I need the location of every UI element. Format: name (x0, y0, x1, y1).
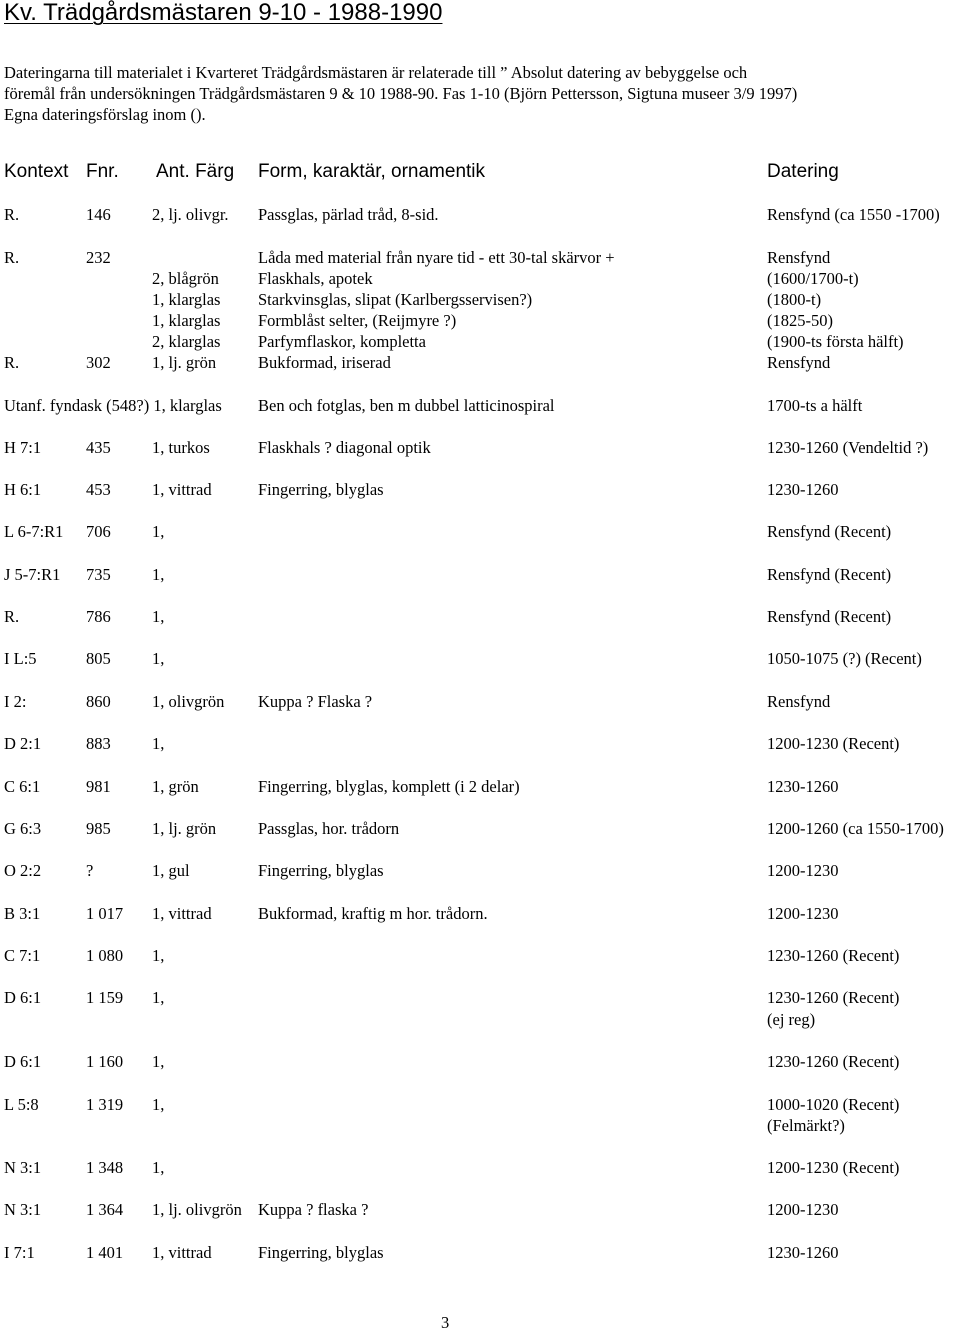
header-fnr: Fnr. (86, 161, 119, 182)
intro-line: föremål från undersökningen Trädgårdsmästaren 9 & 10 1988-90. Fas 1-10 (Björn Pettersson, Sigtuna museer 3/9 1997) (4, 84, 798, 103)
cell-datering: 1200-1260 (ca 1550-1700) (767, 819, 944, 838)
table-row (0, 352, 960, 373)
cell-kontext: J 5-7:R1 (4, 565, 61, 584)
table-row (0, 1115, 960, 1136)
intro-paragraph (4, 62, 954, 125)
table-row (0, 1009, 960, 1030)
cell-ant-farg: 1, (152, 522, 165, 541)
cell-kontext: C 6:1 (4, 777, 41, 796)
header-form: Form, karaktär, ornamentik (258, 161, 486, 182)
cell-kontext: R. (4, 607, 20, 626)
cell-datering: Rensfynd (767, 353, 831, 372)
cell-kontext: I L:5 (4, 649, 37, 668)
cell-kontext: G 6:3 (4, 819, 42, 838)
cell-datering: (ej reg) (767, 1010, 816, 1029)
cell-ant-farg: 1, (152, 988, 165, 1007)
cell-kontext: I 2: (4, 692, 27, 711)
page-title: Kv. Trädgårdsmästaren 9-10 - 1988-1990 (4, 0, 443, 26)
cell-ant-farg: 1, klarglas (152, 290, 221, 309)
cell-form: Parfymflaskor, kompletta (258, 332, 426, 351)
table-row (0, 204, 960, 225)
cell-fnr: 435 (86, 438, 111, 457)
table-row (0, 521, 960, 542)
cell-fnr: 786 (86, 607, 111, 626)
cell-ant-farg: 1, lj. olivgrön (152, 1200, 242, 1219)
table-row (0, 1242, 960, 1263)
table-row (0, 479, 960, 500)
cell-form: Passglas, pärlad tråd, 8-sid. (258, 205, 439, 224)
cell-datering: 1200-1230 (767, 861, 839, 880)
cell-form: Bukformad, iriserad (258, 353, 391, 372)
cell-form: Flaskhals ? diagonal optik (258, 438, 431, 457)
table-row (0, 1199, 960, 1220)
cell-datering: Rensfynd (Recent) (767, 522, 892, 541)
cell-datering: (1800-t) (767, 290, 822, 309)
header-ant-farg: Ant. Färg (156, 161, 235, 182)
cell-form: Ben och fotglas, ben m dubbel latticinospiral (258, 396, 555, 415)
cell-ant-farg: 2, lj. olivgr. (152, 205, 229, 224)
table-row (0, 564, 960, 585)
cell-datering: Rensfynd (ca 1550 -1700) (767, 205, 940, 224)
cell-datering: 1230-1260 (767, 480, 839, 499)
cell-form: Kuppa ? Flaska ? (258, 692, 373, 711)
cell-ant-farg: 1, vittrad (152, 904, 212, 923)
cell-fnr: 1 160 (86, 1052, 124, 1071)
cell-ant-farg: 2, blågrön (152, 269, 219, 288)
intro-line: Egna dateringsförslag inom (). (4, 105, 206, 124)
cell-fnr: 453 (86, 480, 111, 499)
cell-fnr: 883 (86, 734, 111, 753)
table-row (0, 648, 960, 669)
cell-kontext: R. (4, 205, 20, 224)
cell-form: Fingerring, blyglas, komplett (i 2 delar) (258, 777, 520, 796)
cell-fnr: 706 (86, 522, 111, 541)
table-row (0, 733, 960, 754)
table-row (0, 1094, 960, 1115)
cell-form: Passglas, hor. trådorn (258, 819, 400, 838)
cell-ant-farg: 1, (152, 607, 165, 626)
cell-datering: Rensfynd (Recent) (767, 565, 892, 584)
cell-kontext: D 6:1 (4, 988, 42, 1007)
cell-ant-farg: 1, olivgrön (152, 692, 225, 711)
table-row (0, 691, 960, 712)
cell-ant-farg: 1, (152, 1095, 165, 1114)
cell-kontext: D 6:1 (4, 1052, 42, 1071)
table-row (0, 945, 960, 966)
table-row (0, 818, 960, 839)
cell-datering: 1200-1230 (767, 904, 839, 923)
cell-ant-farg: 1, klarglas (152, 311, 221, 330)
cell-datering: (1900-ts första hälft) (767, 332, 904, 351)
cell-fnr: 1 159 (86, 988, 124, 1007)
table-row (0, 268, 960, 289)
table-row (0, 987, 960, 1008)
table-row (0, 395, 960, 416)
cell-ant-farg: 2, klarglas (152, 332, 221, 351)
cell-ant-farg: 1, (152, 734, 165, 753)
cell-kontext: L 5:8 (4, 1095, 39, 1114)
cell-ant-farg: 1, (152, 1158, 165, 1177)
cell-fnr: 985 (86, 819, 111, 838)
table-row (0, 903, 960, 924)
cell-kontext: L 6-7:R1 (4, 522, 64, 541)
cell-datering: 1230-1260 (767, 777, 839, 796)
cell-form: Formblåst selter, (Reijmyre ?) (258, 311, 457, 330)
table-row (0, 606, 960, 627)
cell-kontext: I 7:1 (4, 1243, 35, 1262)
table-row (0, 310, 960, 331)
cell-ant-farg: 1, (152, 946, 165, 965)
cell-fnr: 735 (86, 565, 111, 584)
cell-kontext: O 2:2 (4, 861, 42, 880)
cell-fnr: 1 401 (86, 1243, 124, 1262)
page-number: 3 (441, 1313, 450, 1332)
cell-datering: 1700-ts a hälft (767, 396, 863, 415)
cell-kontext: H 7:1 (4, 438, 42, 457)
cell-ant-farg: 1, (152, 565, 165, 584)
cell-datering: (Felmärkt?) (767, 1116, 845, 1135)
cell-ant-farg: 1, turkos (152, 438, 210, 457)
cell-fnr: 1 364 (86, 1200, 124, 1219)
cell-fnr: 981 (86, 777, 111, 796)
table-row (0, 1157, 960, 1178)
cell-ant-farg: 1, (152, 649, 165, 668)
table-row (0, 331, 960, 352)
cell-datering: 1230-1260 (Recent) (767, 1052, 900, 1071)
cell-datering: (1600/1700-t) (767, 269, 859, 288)
cell-fnr: 805 (86, 649, 111, 668)
cell-datering: 1230-1260 (Recent) (767, 988, 900, 1007)
cell-datering: 1000-1020 (Recent) (767, 1095, 900, 1114)
table-row (0, 247, 960, 268)
cell-kontext: B 3:1 (4, 904, 41, 923)
cell-datering: Rensfynd (767, 248, 831, 267)
cell-form: Flaskhals, apotek (258, 269, 373, 288)
cell-form: Kuppa ? flaska ? (258, 1200, 369, 1219)
cell-datering: Rensfynd (Recent) (767, 607, 892, 626)
cell-datering: 1200-1230 (Recent) (767, 1158, 900, 1177)
cell-datering: 1230-1260 (767, 1243, 839, 1262)
cell-fnr: 1 017 (86, 904, 124, 923)
cell-kontext: R. (4, 353, 20, 372)
table-row (0, 776, 960, 797)
cell-fnr: 146 (86, 205, 111, 224)
cell-ant-farg: 1, vittrad (152, 480, 212, 499)
cell-kontext: N 3:1 (4, 1200, 42, 1219)
cell-form: Fingerring, blyglas (258, 480, 384, 499)
cell-form: Bukformad, kraftig m hor. trådorn. (258, 904, 488, 923)
cell-form: Låda med material från nyare tid - ett 30-tal skärvor + (258, 248, 615, 267)
cell-datering: 1200-1230 (767, 1200, 839, 1219)
cell-datering: 1230-1260 (Recent) (767, 946, 900, 965)
header-kontext: Kontext (4, 161, 69, 182)
cell-datering: Rensfynd (767, 692, 831, 711)
cell-kontext: H 6:1 (4, 480, 42, 499)
cell-kontext: R. (4, 248, 20, 267)
cell-fnr: 1 080 (86, 946, 124, 965)
cell-ant-farg: 1, (152, 1052, 165, 1071)
cell-datering: (1825-50) (767, 311, 833, 330)
header-datering: Datering (767, 161, 839, 182)
cell-fnr: 232 (86, 248, 111, 267)
cell-kontext: N 3:1 (4, 1158, 42, 1177)
cell-ant-farg: 1, lj. grön (152, 819, 217, 838)
cell-fnr: ? (86, 861, 94, 880)
table-row (0, 437, 960, 458)
table-row (0, 860, 960, 881)
cell-kontext: C 7:1 (4, 946, 41, 965)
cell-form: Fingerring, blyglas (258, 861, 384, 880)
cell-form: Fingerring, blyglas (258, 1243, 384, 1262)
cell-form: Starkvinsglas, slipat (Karlbergsservisen?) (258, 290, 533, 309)
cell-fnr: 1 348 (86, 1158, 124, 1177)
cell-datering: 1230-1260 (Vendeltid ?) (767, 438, 929, 457)
cell-ant-farg: 1, vittrad (152, 1243, 212, 1262)
cell-ant-farg: 1, grön (152, 777, 199, 796)
cell-datering: 1200-1230 (Recent) (767, 734, 900, 753)
intro-line: Dateringarna till materialet i Kvarteret Trädgårdsmästaren är relaterade till ” Absolut datering av bebyggelse och (4, 63, 748, 82)
table-row (0, 289, 960, 310)
cell-datering: 1050-1075 (?) (Recent) (767, 649, 922, 668)
cell-kontext: Utanf. fyndask (548?) 1, klarglas (4, 396, 222, 415)
cell-ant-farg: 1, lj. grön (152, 353, 217, 372)
cell-fnr: 302 (86, 353, 111, 372)
cell-fnr: 860 (86, 692, 111, 711)
cell-fnr: 1 319 (86, 1095, 124, 1114)
cell-kontext: D 2:1 (4, 734, 42, 753)
cell-ant-farg: 1, gul (152, 861, 190, 880)
table-row (0, 1051, 960, 1072)
